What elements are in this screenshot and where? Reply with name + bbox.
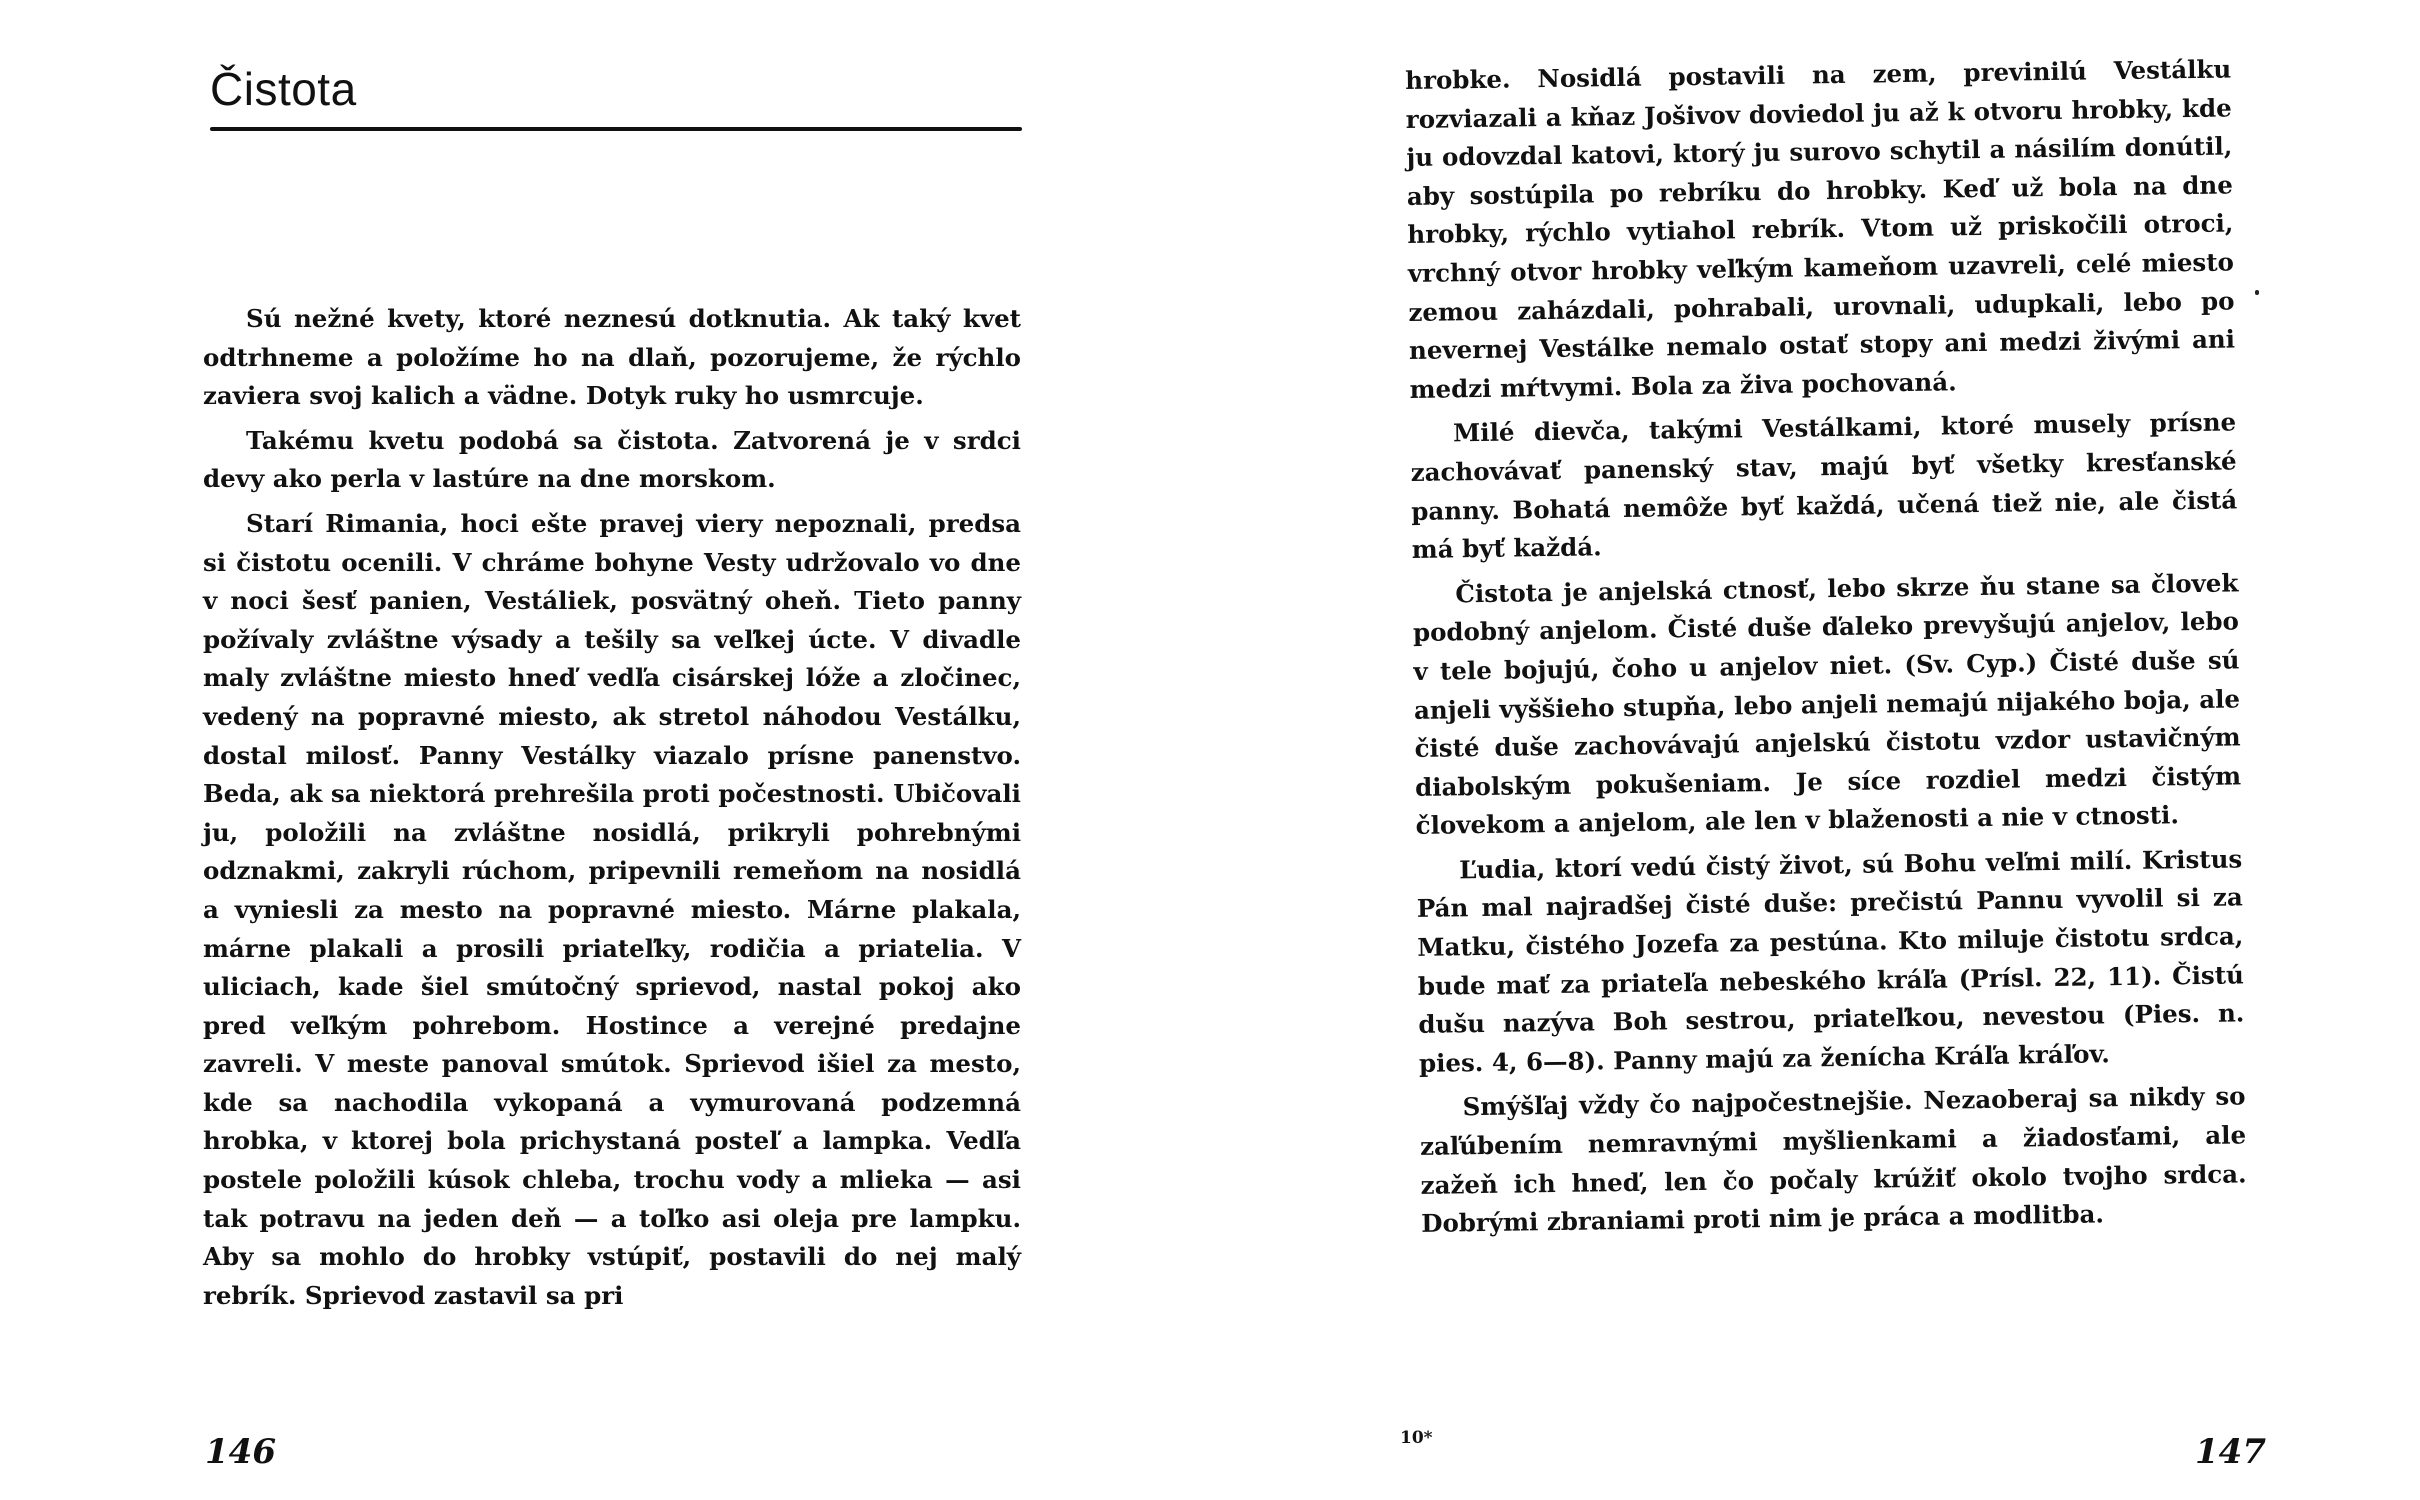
paragraph: Takému kvetu podobá sa čistota. Zatvorená je v srdci devy ako perla v lastúre na dne morskom.	[203, 425, 1021, 494]
paragraph: Čistota je anjelská ctnosť, lebo skrze ňu stane sa človek podobný anjelom. Čisté duše ďaleko prevyšujú anjelov, lebo v tele bojujú, čoho u anjelov niet. (Sv. Cyp.) Čisté duše sú anjeli vyššieho stupňa, lebo anjeli nemajú nijakého boja, ale čisté duše zachovávajú anjelskú čistotu vzdor ustavičným diabolským pokušeniam. Je síce rozdiel medzi čistým človekom a anjelom, ale len v blaženosti a nie v ctnosti.	[1412, 568, 2242, 841]
title-rule	[210, 127, 1022, 131]
left-page-body	[203, 300, 1021, 1321]
paragraph: Smýšľaj vždy čo najpočestnejšie. Nezaoberaj sa nikdy so zaľúbením nemravnými myšlienkami a žiadosťami, ale zažeň ich hneď, len čo počaly krúžiť okolo tvojho srdca. Dobrými zbraniami proti nim je práca a modlitba.	[1419, 1081, 2247, 1239]
paragraph: Milé dievča, takými Vestálkami, ktoré musely prísne zachovávať panenský stav, majú byť všetky kresťanské panny. Bohatá nemôže byť každá, učená tiež nie, ale čistá má byť každá.	[1410, 407, 2238, 565]
page-number-left: 146	[205, 1432, 276, 1472]
chapter-title: Čistota	[210, 63, 357, 115]
paragraph: Starí Rimania, hoci ešte pravej viery nepoznali, predsa si čistotu ocenili. V chráme bohyne Vesty udržovalo vo dne v noci šesť panien, Vestáliek, posvätný oheň. Tieto panny požívaly zvláštne výsady a tešily sa veľkej úcte. V divadle maly zvláštne miesto hneď vedľa cisárskej lóže a zločinec, vedený na popravné miesto, ak stretol náhodou Vestálku, dostal milosť. Panny Vestálky viazalo prísne panenstvo. Beda, ak sa niektorá prehrešila proti počestnosti. Ubičovali ju, položili na zvláštne nosidlá, prikryli pohrebnými odznakmi, zakryli rúchom, pripevnili remeňom na nosidlá a vyniesli za mesto na popravné miesto. Márne plakala, márne plakali a prosili priateľky, rodičia a priatelia. V uliciach, kade šiel smútočný sprievod, nastal pokoj ako pred veľkým pohrebom. Hostince a verejné predajne zavreli. V meste panoval smútok. Sprievod išiel za mesto, kde sa nachodila vykopaná a vymurovaná podzemná hrobka, v ktorej bola prichystaná posteľ a lampka. Vedľa postele položili kúsok chleba, trochu vody a mlieka — asi tak potravu na jeden deň — a toľko asi oleja pre lampku. Aby sa mohlo do hrobky vstúpiť, postavili do nej malý rebrík. Sprievod zastavil sa pri	[203, 508, 1021, 1310]
paragraph: Sú nežné kvety, ktoré neznesú dotknutia. Ak taký kvet odtrhneme a položíme ho na dlaň, pozorujeme, že rýchlo zaviera svoj kalich a vädne. Dotyk ruky ho usmrcuje.	[203, 304, 1021, 411]
paragraph-continued: hrobke. Nosidlá postavili na zem, previnilú Vestálku rozviazali a kňaz Jošivov doviedol ju až k otvoru hrobky, kde ju odovzdal katovi, ktorý ju surovo schytil a násilím donútil, aby sostúpila po rebríku do hrobky. Keď už bola na dne hrobky, rýchlo vytiahol rebrík. Vtom už priskočili otroci, vrchný otvor hrobky veľkým kameňom uzavreli, celé miesto zemou zaházdali, pohrabali, urovnali, udupkali, lebo po nevernej Vestálke nemalo ostať stopy ani medzi živými ani medzi mŕtvymi. Bola za živa pochovaná.	[1405, 54, 2236, 404]
paragraph: Ľudia, ktorí vedú čistý život, sú Bohu veľmi milí. Kristus Pán mal najradšej čisté duše: prečistú Pannu vyvolil si za Matku, čistého Jozefa za pestúna. Kto miluje čistotu srdca, bude mať za priateľa nebeského kráľa (Prísl. 22, 11). Čistú dušu nazýva Boh sestrou, priateľkou, nevestou (Pies. n. pies. 4, 6—8). Panny majú za ženícha Kráľa kráľov.	[1416, 844, 2245, 1078]
page-number-right: 147	[2195, 1432, 2266, 1472]
signature-mark: 10*	[1400, 1428, 1433, 1448]
right-page	[1210, 0, 2420, 1500]
right-page-body	[1405, 50, 2248, 1249]
print-speck	[2255, 290, 2259, 295]
